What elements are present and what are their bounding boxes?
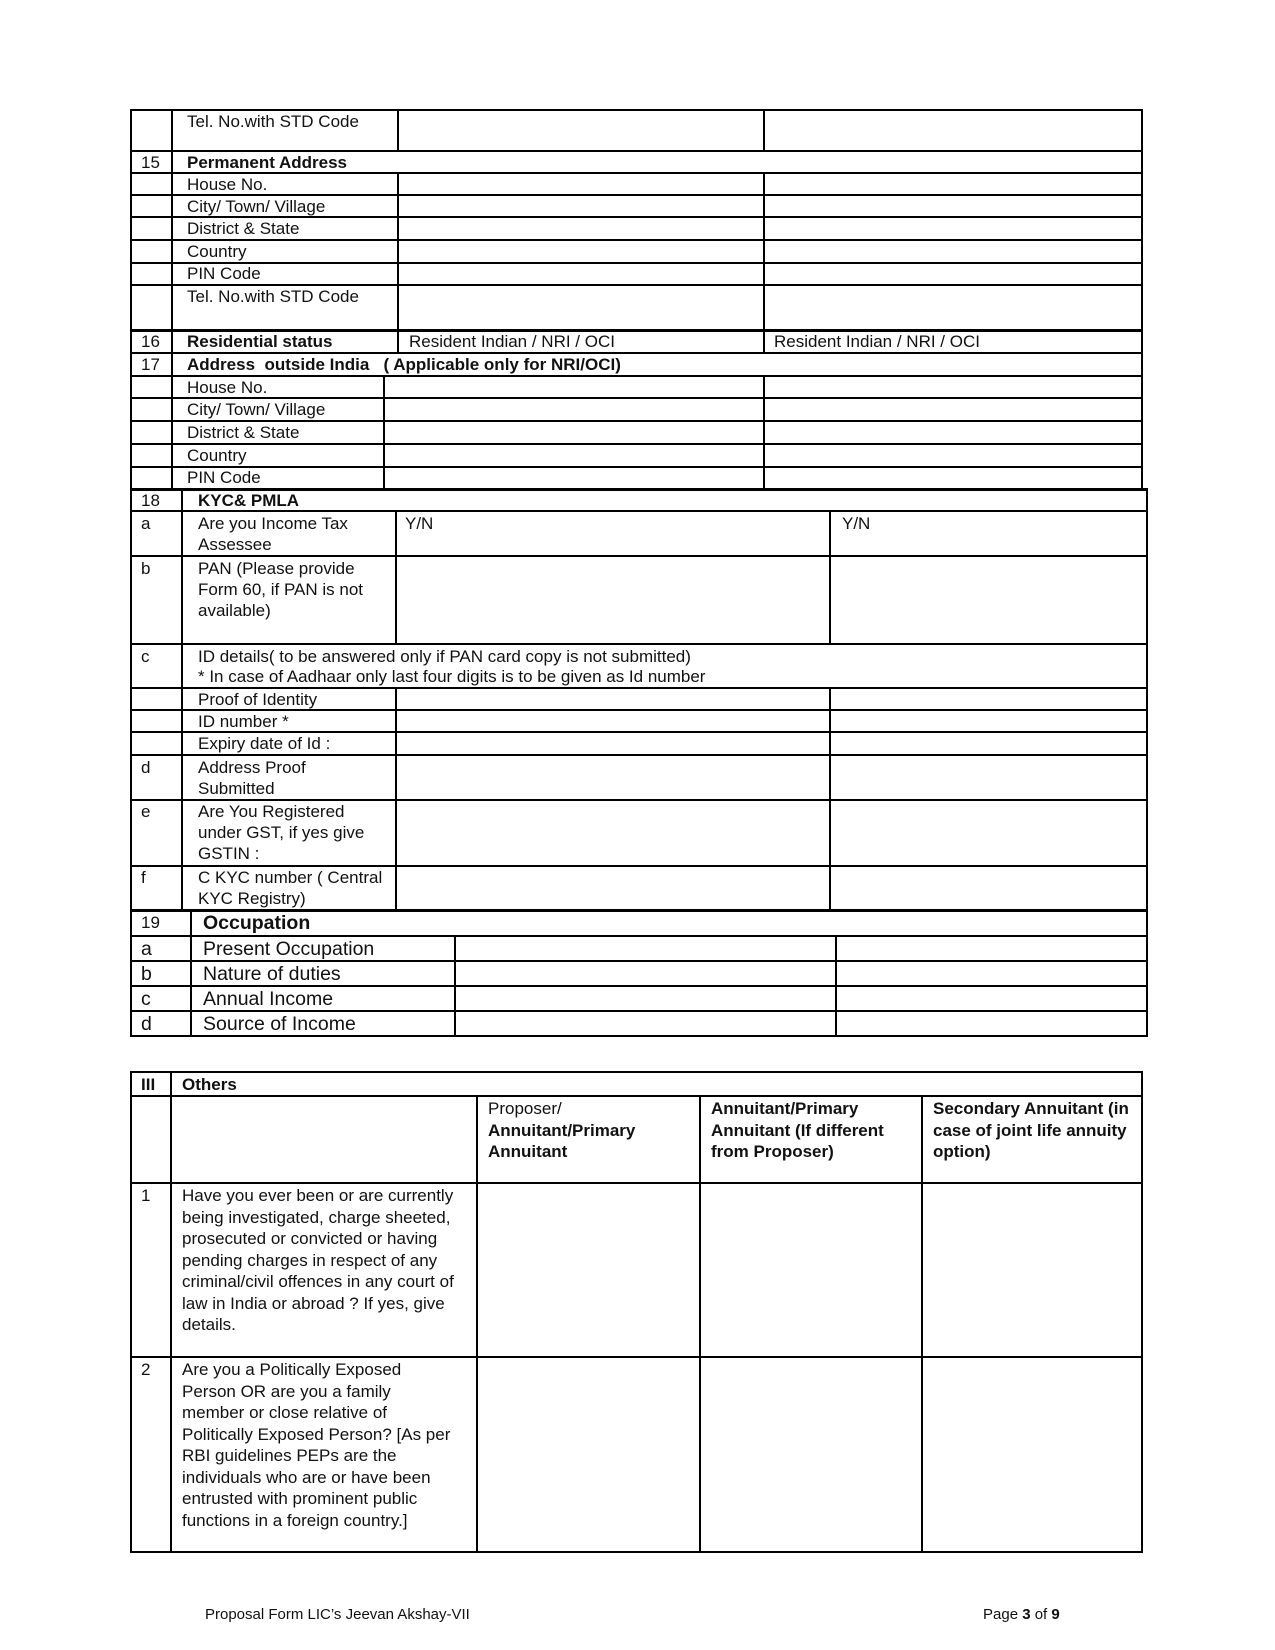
proof-of-identity-input[interactable]: [397, 689, 829, 709]
ckyc-number-label: C KYC number ( Central KYC Registry): [198, 868, 383, 908]
perm-pin-label: PIN Code: [187, 264, 261, 283]
kyc-a-letter: a: [141, 514, 151, 533]
item-17-number: 17: [141, 355, 160, 374]
perm-city-label: City/ Town/ Village: [187, 197, 326, 216]
col-header-proposer-line1: Proposer/: [488, 1099, 562, 1118]
address-proof-input[interactable]: [397, 756, 829, 799]
col-header-proposer: [488, 1098, 693, 1163]
q2-number: 2: [141, 1360, 151, 1379]
id-expiry-label: Expiry date of Id :: [198, 734, 331, 753]
nri-district-input[interactable]: [385, 422, 763, 443]
perm-district-input[interactable]: [399, 218, 763, 239]
kyc-e-letter: e: [141, 802, 151, 821]
address-proof-label: Address Proof Submitted: [198, 758, 306, 798]
income-tax-assessee-annuitant[interactable]: Y/N: [842, 514, 871, 533]
perm-house-label: House No.: [187, 175, 268, 194]
occupation-d-letter: d: [141, 1013, 152, 1035]
q1-criminal-proceedings-text: Have you ever been or are currently being investigated, charge sheeted, prosecuted or convicted or having pending charges in respect of any criminal/civil offences in any court of law in India or abroad ? If yes, give details.: [182, 1186, 454, 1334]
q1-answer-annuitant[interactable]: [701, 1184, 921, 1356]
annual-income-input[interactable]: [456, 987, 835, 1010]
section-iii-number: III: [141, 1075, 156, 1094]
footer-form-name: Proposal Form LIC’s Jeevan Akshay-VII: [205, 1606, 470, 1623]
gstin-input[interactable]: [397, 801, 829, 865]
id-number-input[interactable]: [397, 711, 829, 731]
col-header-secondary-annuitant: Secondary Annuitant (in case of joint life annuity option): [933, 1099, 1129, 1161]
item-18-number: 18: [141, 491, 160, 510]
nri-country-label: Country: [187, 446, 247, 465]
nri-pin-input[interactable]: [385, 468, 763, 488]
gst-registered-label: Are You Registered under GST, if yes give GSTIN :: [198, 802, 365, 863]
id-expiry-input[interactable]: [397, 733, 829, 754]
present-occupation-input[interactable]: [456, 937, 835, 960]
nri-pin-label: PIN Code: [187, 468, 261, 487]
page-current: 3: [1022, 1606, 1031, 1623]
income-tax-assessee-label: Are you Income Tax Assessee: [198, 514, 348, 554]
perm-country-label: Country: [187, 242, 247, 261]
occupation-heading: Occupation: [203, 912, 311, 934]
annual-income-label: Annual Income: [203, 988, 334, 1010]
perm-pin-input[interactable]: [399, 264, 763, 284]
nature-of-duties-label: Nature of duties: [203, 963, 341, 985]
kyc-b-letter: b: [141, 559, 151, 578]
kyc-heading: KYC& PMLA: [198, 491, 300, 510]
item-16-number: 16: [141, 332, 160, 351]
source-of-income-input[interactable]: [456, 1012, 835, 1035]
q2-pep-text: Are you a Politically Exposed Person OR are you a family member or close relative of Politically Exposed Person? [As per RBI guidelines PEPs are the individuals who are or have been entrusted with prominent public functions in a foreign country.]: [182, 1360, 451, 1530]
page-separator: of: [1030, 1606, 1052, 1623]
income-tax-assessee-proposer[interactable]: Y/N: [405, 514, 434, 533]
item-19-number: 19: [141, 913, 160, 932]
nature-of-duties-input[interactable]: [456, 962, 835, 985]
col-header-proposer-line2: Annuitant/Primary Annuitant: [488, 1120, 636, 1161]
nri-country-input[interactable]: [385, 445, 763, 466]
nri-house-input[interactable]: [385, 377, 763, 397]
ckyc-number-input[interactable]: [397, 867, 829, 909]
nri-city-label: City/ Town/ Village: [187, 400, 326, 419]
occupation-a-letter: a: [141, 938, 152, 960]
id-number-label: ID number *: [198, 712, 289, 731]
occupation-c-letter: c: [141, 988, 151, 1010]
source-of-income-label: Source of Income: [203, 1013, 356, 1035]
kyc-f-letter: f: [141, 868, 146, 887]
footer-page-number: [983, 1606, 1060, 1624]
aadhaar-note: * In case of Aadhaar only last four digits is to be given as Id number: [198, 667, 706, 686]
tel-input-annuitant[interactable]: [765, 111, 1141, 150]
kyc-c-letter: c: [141, 647, 150, 666]
page-prefix: Page: [983, 1606, 1023, 1623]
id-details-note: ID details( to be answered only if PAN card copy is not submitted): [198, 647, 691, 666]
item-15-number: 15: [141, 153, 160, 172]
perm-city-input[interactable]: [399, 196, 763, 216]
residential-status-label: Residential status: [187, 332, 333, 351]
perm-house-input[interactable]: [399, 174, 763, 194]
kyc-d-letter: d: [141, 758, 151, 777]
pan-input-annuitant[interactable]: [831, 557, 1146, 643]
proof-of-identity-label: Proof of Identity: [198, 690, 318, 709]
permanent-address-heading: Permanent Address: [187, 153, 347, 172]
q1-answer-secondary[interactable]: [923, 1184, 1141, 1356]
perm-tel-input[interactable]: [399, 286, 763, 329]
perm-tel-label: Tel. No.with STD Code: [187, 287, 359, 306]
nri-house-label: House No.: [187, 378, 268, 397]
residential-status-proposer[interactable]: Resident Indian / NRI / OCI: [409, 332, 615, 351]
others-heading: Others: [182, 1075, 237, 1094]
q2-answer-secondary[interactable]: [923, 1358, 1141, 1551]
residential-status-annuitant[interactable]: Resident Indian / NRI / OCI: [774, 332, 980, 351]
q1-number: 1: [141, 1186, 151, 1205]
occupation-b-letter: b: [141, 963, 152, 985]
address-outside-india-heading: Address outside India ( Applicable only for NRI/OCI): [187, 355, 621, 374]
q1-answer-proposer[interactable]: [478, 1184, 699, 1356]
pan-label: PAN (Please provide Form 60, if PAN is not available): [198, 559, 364, 620]
perm-district-label: District & State: [187, 219, 300, 238]
pan-input-proposer[interactable]: [397, 557, 829, 643]
tel-input-proposer[interactable]: [399, 111, 763, 150]
page-total: 9: [1051, 1606, 1060, 1623]
q2-answer-proposer[interactable]: [478, 1358, 699, 1551]
col-header-annuitant: Annuitant/Primary Annuitant (If different from Proposer): [711, 1099, 884, 1161]
tel-label-top: Tel. No.with STD Code: [187, 112, 359, 131]
present-occupation-label: Present Occupation: [203, 938, 375, 960]
nri-city-input[interactable]: [385, 399, 763, 420]
perm-country-input[interactable]: [399, 241, 763, 262]
nri-district-label: District & State: [187, 423, 300, 442]
q2-answer-annuitant[interactable]: [701, 1358, 921, 1551]
